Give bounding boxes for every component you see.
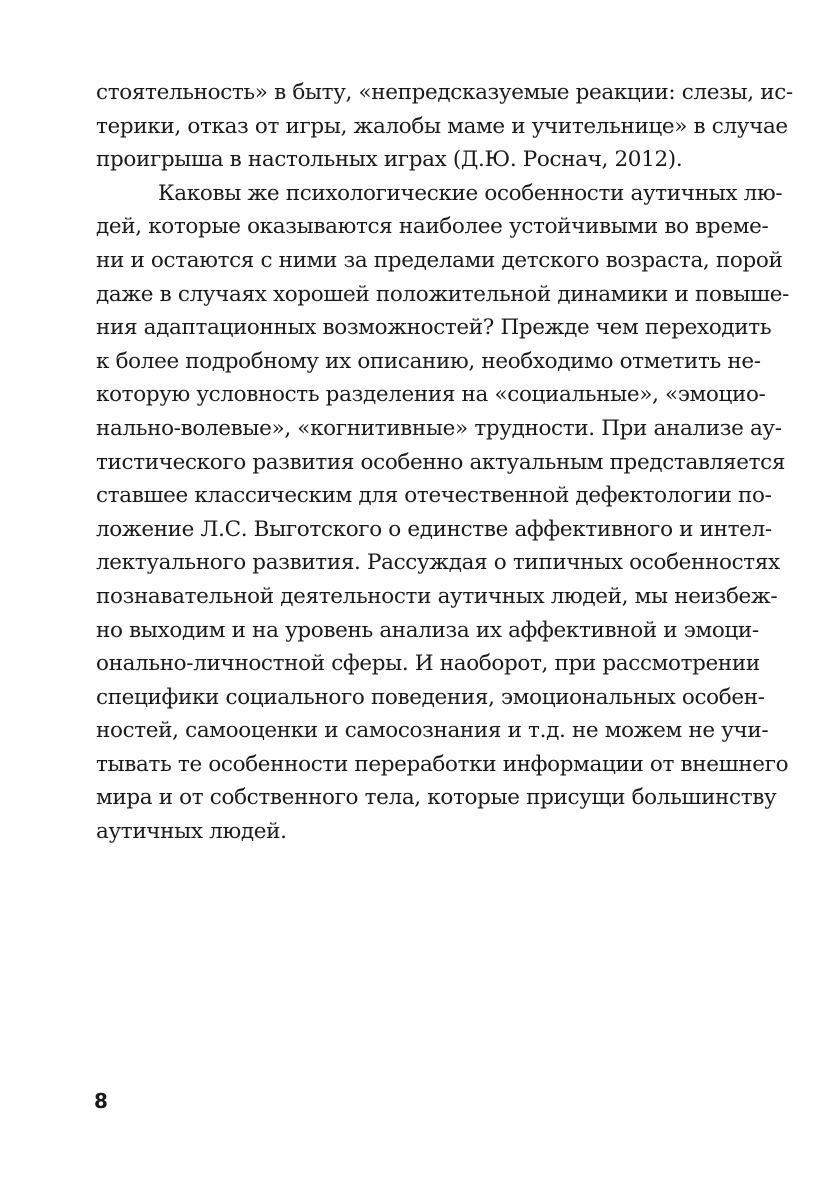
text-line: даже в случаях хорошей положительной динамики и повыше- [96,281,790,307]
page-number: 8 [94,1089,108,1113]
body-text [96,76,793,849]
text-line: Каковы же психологические особенности аутичных лю- [158,180,783,206]
paragraph-2 [96,177,790,849]
text-line: ставшее классическим для отечественной дефектологии по- [96,483,772,509]
text-line: онально-личностной сферы. И наоборот, при рассмотрении [96,651,760,677]
text-line: специфики социального поведения, эмоциональных особен- [96,684,765,710]
text-line: которую условность разделения на «социальные», «эмоцио- [96,382,766,408]
paragraph-1 [96,76,793,177]
text-line: но выходим и на уровень анализа их аффективной и эмоци- [96,617,759,643]
text-line: ложение Л.С. Выготского о единстве аффективного и интел- [96,516,772,542]
text-line: терики, отказ от игры, жалобы маме и учительнице» в случае [96,113,788,139]
text-line: дей, которые оказываются наиболее устойчивыми во време- [96,214,769,240]
text-line: тывать те особенности переработки информации от внешнего [96,751,789,777]
text-line: ностей, самооценки и самосознания и т.д. не можем не учи- [96,718,769,744]
text-line: нально-волевые», «когнитивные» трудности. При анализе ау- [96,415,782,441]
text-line: ния адаптационных возможностей? Прежде чем переходить [96,315,772,341]
text-line: ни и остаются с ними за пределами детского возраста, порой [96,247,783,273]
text-line: аутичных людей. [96,819,287,845]
text-line: лектуального развития. Рассуждая о типичных особенностях [96,550,780,576]
text-line: мира и от собственного тела, которые присущи большинству [96,785,777,811]
text-line: стоятельность» в быту, «непредсказуемые реакции: слезы, ис- [96,80,793,105]
text-line: проигрыша в настольных играх (Д.Ю. Роснач, 2012). [96,147,683,173]
text-line: тистического развития особенно актуальным представляется [96,449,786,475]
text-line: познавательной деятельности аутичных людей, мы неизбеж- [96,583,778,609]
text-line: к более подробному их описанию, необходимо отметить не- [96,348,761,374]
